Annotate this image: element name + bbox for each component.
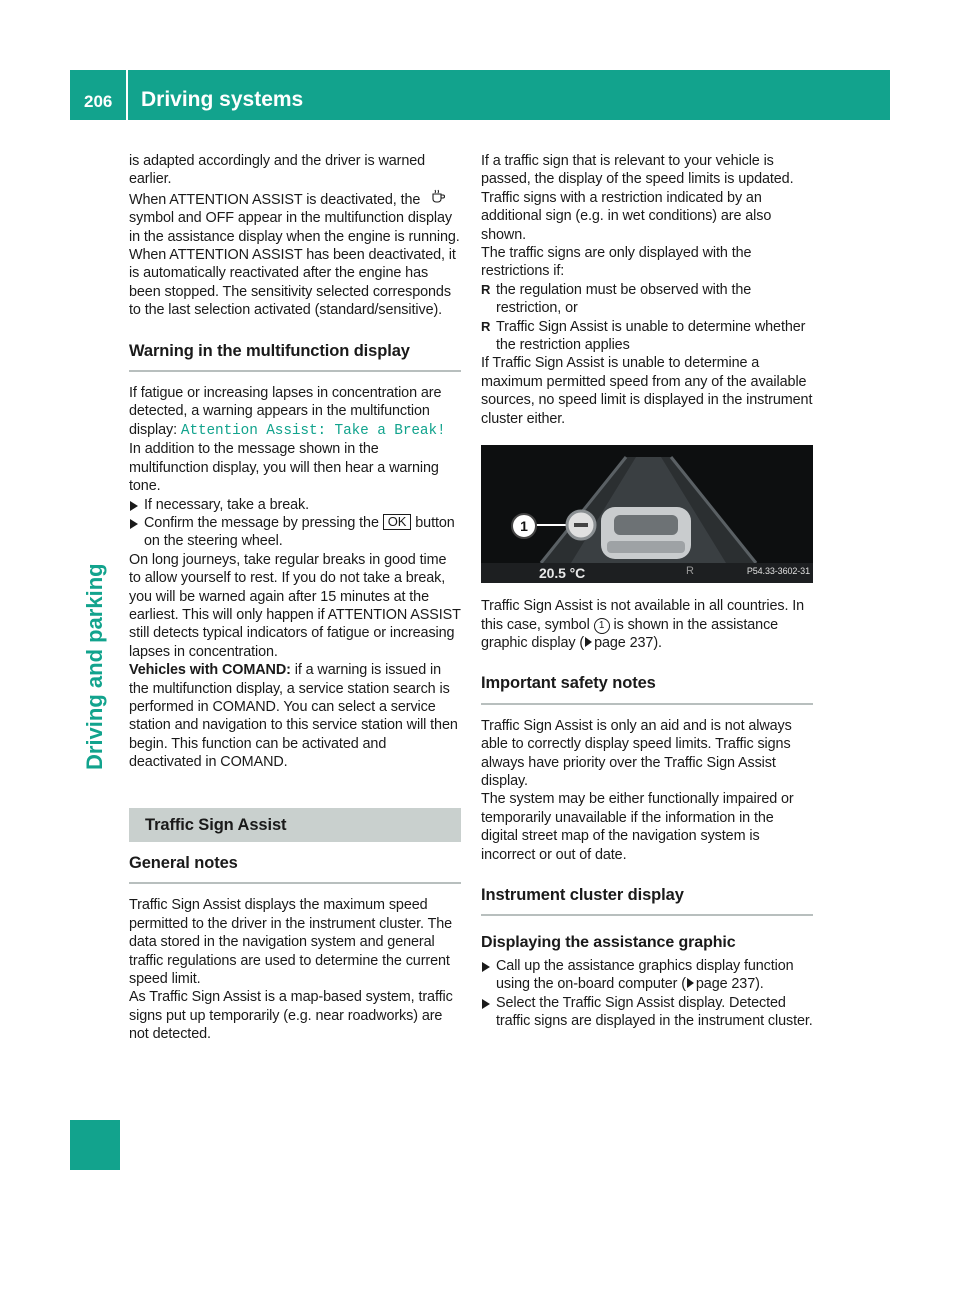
main-heading-traffic-sign-assist: Traffic Sign Assist xyxy=(129,808,461,842)
section-heading-safety: Important safety notes xyxy=(481,674,813,704)
text: Call up the assistance graphics display function using the on-board computer ( xyxy=(496,957,794,993)
paragraph: In addition to the message shown in the multifunction display, you will then hear a warning tone. xyxy=(129,441,439,495)
text: Confirm the message by pressing the xyxy=(144,514,379,531)
page-reference-arrow-icon xyxy=(585,637,592,647)
figure-code: P54.33-3602-31 xyxy=(746,565,810,576)
side-tab-block xyxy=(70,1120,120,1170)
callout-symbol-icon: 1 xyxy=(594,618,610,634)
text: Traffic Sign Assist is not available in all countries. In this case, symbol xyxy=(481,598,805,633)
section-heading-general: General notes xyxy=(129,854,461,884)
paragraph: Traffic Sign Assist is only an aid and is not always able to correctly display speed limits. Traffic signs always have priority over the Traffic Sign Assist display. xyxy=(481,717,792,789)
text: symbol and OFF appear in the multifunction display in the assistance display when the engine is running. xyxy=(129,210,460,245)
text: if a warning is issued in the multifunction display, a service station search is performed in COMAND. You can select a service station and navigation to this service station will then begin. This function can be activated and deactivated in COMAND. xyxy=(129,662,458,771)
page-reference-link[interactable]: page 237). xyxy=(695,976,764,993)
paragraph: If a traffic sign that is relevant to your vehicle is passed, the display of the speed limits is updated. xyxy=(481,153,794,188)
outside-temperature: 20.5 °C xyxy=(539,564,586,581)
page-reference-link[interactable]: page 237). xyxy=(594,634,662,651)
text: If fatigue or increasing lapses in concentration are detected, a warning appears in the multifunction display: xyxy=(129,385,442,438)
paragraph xyxy=(481,597,813,652)
paragraph xyxy=(129,189,461,246)
text: button on the steering wheel. xyxy=(144,514,455,550)
paragraph xyxy=(129,384,461,440)
side-tab-label: Driving and parking xyxy=(82,563,107,770)
paragraph: The system may be either functionally impaired or temporarily unavailable if the information in the digital street map of the navigation system is incorrect or out of date. xyxy=(481,791,794,863)
paragraph: As Traffic Sign Assist is a map-based system, traffic signs put up temporarily (e.g. near roadworks) are not detected. xyxy=(129,989,453,1043)
step-item: If necessary, take a break. xyxy=(129,496,461,514)
chapter-title: Driving systems xyxy=(141,88,304,111)
paragraph: is adapted accordingly and the driver is warned earlier. xyxy=(129,153,426,188)
step-item xyxy=(129,514,461,551)
text: is shown in the assistance graphic display ( xyxy=(481,616,779,651)
right-column xyxy=(481,152,813,1030)
section-heading-warning: Warning in the multifunction display xyxy=(129,342,461,372)
assistance-graphic-figure xyxy=(481,445,813,583)
paragraph: The traffic signs are only displayed with the restrictions if: xyxy=(481,245,752,280)
page-number: 206 xyxy=(84,92,113,111)
paragraph: On long journeys, take regular breaks in good time to allow yourself to rest. If you do not take a break, you will be warned again after 15 minutes at the earliest. This will only happen if ATTENTION ASSIST still detects typical indicators of fatigue or increasing lapses in concentration. xyxy=(129,551,461,660)
step-item: Select the Traffic Sign Assist display. Detected traffic signs are displayed in the instrument cluster. xyxy=(481,994,813,1031)
page-reference-arrow-icon xyxy=(687,978,694,988)
gear-indicator: R xyxy=(686,564,694,577)
list-item: R Traffic Sign Assist is unable to determine whether the restriction applies xyxy=(481,318,813,355)
paragraph xyxy=(129,661,461,771)
section-heading-cluster: Instrument cluster display xyxy=(481,886,813,916)
text: When ATTENTION ASSIST is deactivated, the xyxy=(129,191,421,208)
left-column xyxy=(129,152,461,1044)
ok-key-icon: OK xyxy=(383,514,412,530)
paragraph: Traffic signs with a restriction indicated by an additional sign (e.g. in wet conditions) are also shown. xyxy=(481,189,772,243)
list-item: R the regulation must be observed with the restriction, or xyxy=(481,281,813,318)
display-message: Attention Assist: Take a Break! xyxy=(180,422,446,439)
step-item xyxy=(481,957,813,994)
header-divider xyxy=(126,70,128,120)
paragraph: If Traffic Sign Assist is unable to determine a maximum permitted speed from any of the available sources, no speed limit is displayed in the instrument cluster either. xyxy=(481,355,813,427)
coffee-cup-icon xyxy=(424,189,452,209)
paragraph: When ATTENTION ASSIST has been deactivated, it is automatically reactivated after the engine has been stopped. The sensitivity selected corresponds to the last selection activated (standard/sensitive). xyxy=(129,247,456,319)
paragraph: Traffic Sign Assist displays the maximum speed permitted to the driver in the instrument cluster. The data stored in the navigation system and general traffic regulations are used to determine the current speed limit. xyxy=(129,897,453,988)
subsection-heading-graphic: Displaying the assistance graphic xyxy=(481,934,736,952)
callout-1-icon: 1 xyxy=(511,513,537,539)
bold-label: Vehicles with COMAND: xyxy=(129,662,291,679)
